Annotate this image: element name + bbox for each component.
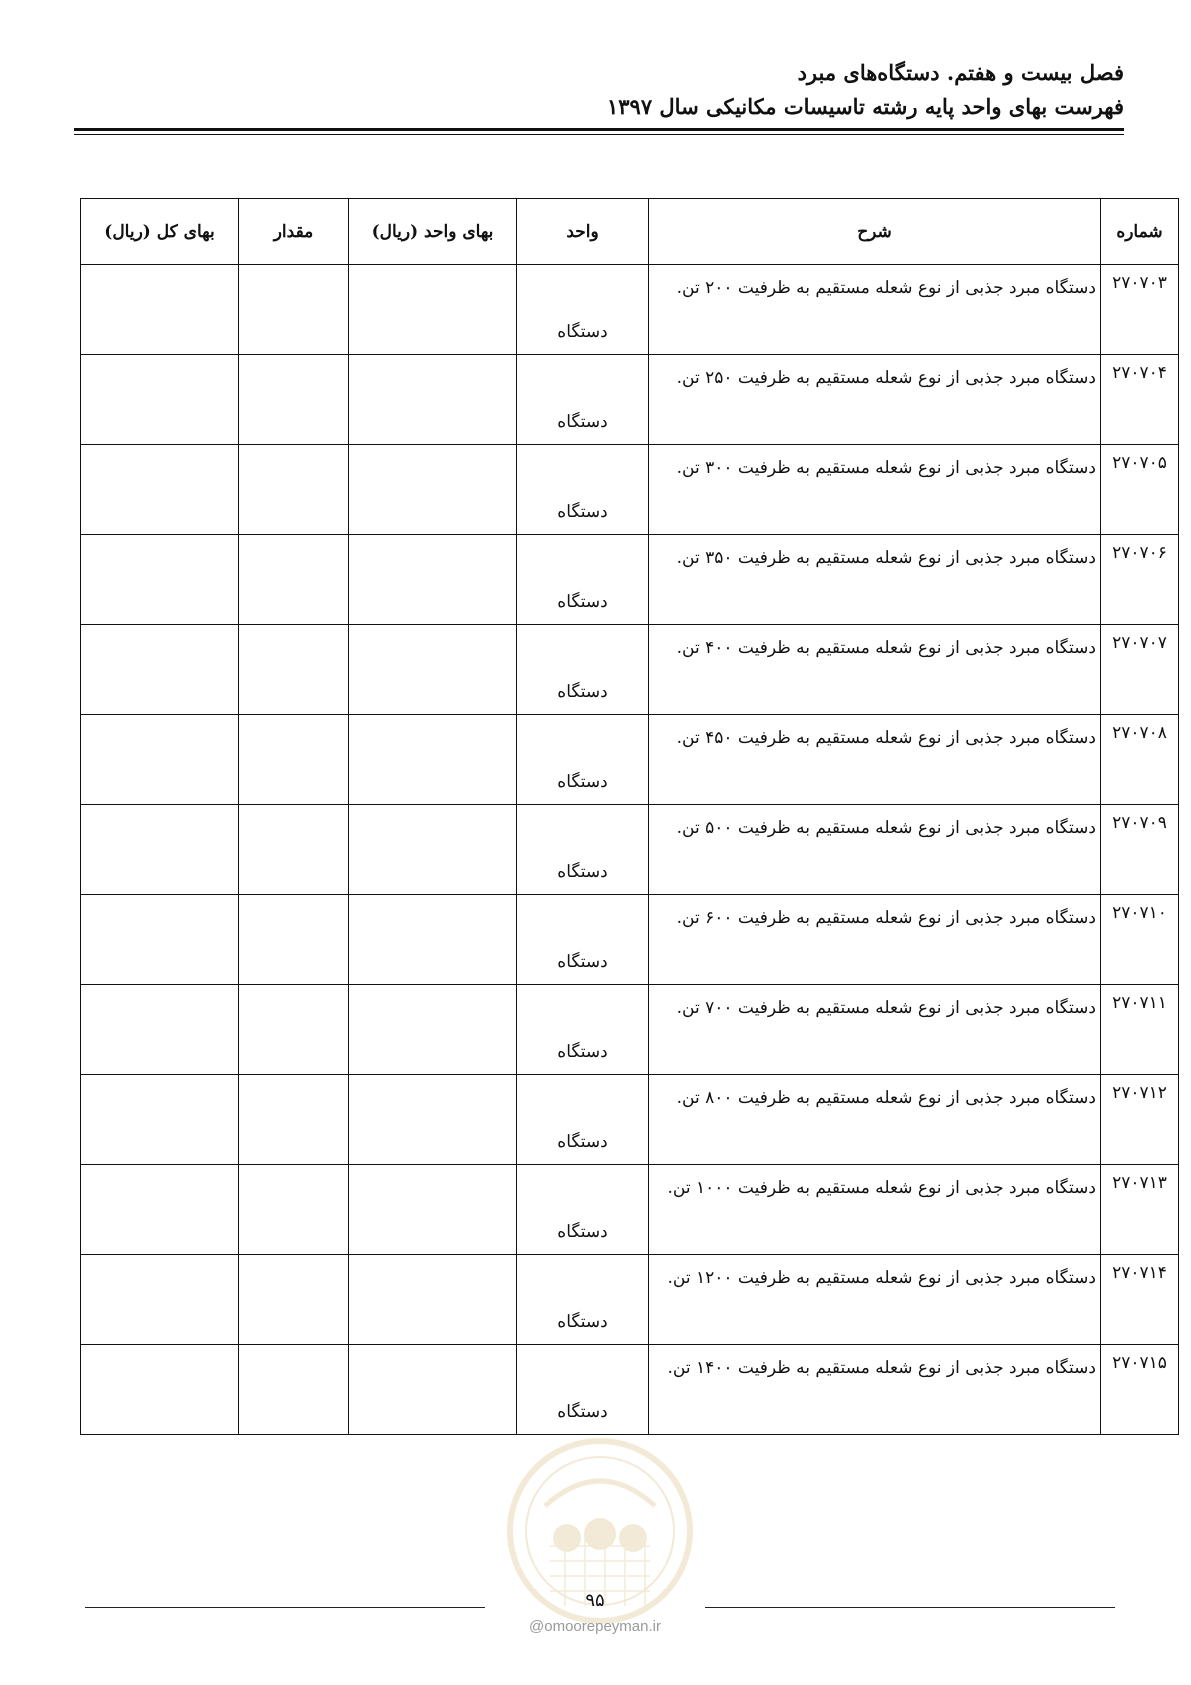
item-description: دستگاه مبرد جذبی از نوع شعله مستقیم به ظرفیت ۲۰۰ تن. — [649, 265, 1101, 355]
item-unit: دستگاه — [517, 1255, 649, 1345]
item-code: ۲۷۰۷۱۵ — [1101, 1345, 1179, 1435]
item-total-price — [81, 805, 239, 895]
header-rule-thin — [74, 134, 1124, 135]
item-unit: دستگاه — [517, 355, 649, 445]
item-description: دستگاه مبرد جذبی از نوع شعله مستقیم به ظرفیت ۵۰۰ تن. — [649, 805, 1101, 895]
table-row — [81, 985, 1179, 1075]
item-quantity — [239, 1075, 349, 1165]
item-description: دستگاه مبرد جذبی از نوع شعله مستقیم به ظرفیت ۱۰۰۰ تن. — [649, 1165, 1101, 1255]
column-header-unit: واحد — [517, 199, 649, 265]
item-description: دستگاه مبرد جذبی از نوع شعله مستقیم به ظرفیت ۲۵۰ تن. — [649, 355, 1101, 445]
chapter-title: فصل بیست و هفتم. دستگاه‌های مبرد — [797, 60, 1124, 85]
item-description: دستگاه مبرد جذبی از نوع شعله مستقیم به ظرفیت ۳۵۰ تن. — [649, 535, 1101, 625]
table-row — [81, 805, 1179, 895]
table-row — [81, 265, 1179, 355]
item-unit-price — [349, 535, 517, 625]
item-unit-price — [349, 355, 517, 445]
item-description: دستگاه مبرد جذبی از نوع شعله مستقیم به ظرفیت ۱۲۰۰ تن. — [649, 1255, 1101, 1345]
item-description: دستگاه مبرد جذبی از نوع شعله مستقیم به ظرفیت ۷۰۰ تن. — [649, 985, 1101, 1075]
item-code: ۲۷۰۷۰۴ — [1101, 355, 1179, 445]
item-total-price — [81, 625, 239, 715]
item-code: ۲۷۰۷۱۴ — [1101, 1255, 1179, 1345]
table-row — [81, 715, 1179, 805]
item-unit: دستگاه — [517, 445, 649, 535]
item-unit: دستگاه — [517, 625, 649, 715]
table-row — [81, 355, 1179, 445]
item-unit: دستگاه — [517, 895, 649, 985]
column-header-quantity: مقدار — [239, 199, 349, 265]
item-unit: دستگاه — [517, 1075, 649, 1165]
item-unit-price — [349, 715, 517, 805]
item-unit-price — [349, 1165, 517, 1255]
item-description: دستگاه مبرد جذبی از نوع شعله مستقیم به ظرفیت ۶۰۰ تن. — [649, 895, 1101, 985]
item-description: دستگاه مبرد جذبی از نوع شعله مستقیم به ظرفیت ۴۵۰ تن. — [649, 715, 1101, 805]
item-unit-price — [349, 625, 517, 715]
item-description: دستگاه مبرد جذبی از نوع شعله مستقیم به ظرفیت ۳۰۰ تن. — [649, 445, 1101, 535]
table-row — [81, 1345, 1179, 1435]
item-description: دستگاه مبرد جذبی از نوع شعله مستقیم به ظرفیت ۴۰۰ تن. — [649, 625, 1101, 715]
item-total-price — [81, 355, 239, 445]
item-code: ۲۷۰۷۱۰ — [1101, 895, 1179, 985]
item-total-price — [81, 445, 239, 535]
item-code: ۲۷۰۷۱۱ — [1101, 985, 1179, 1075]
item-quantity — [239, 265, 349, 355]
item-unit-price — [349, 1255, 517, 1345]
item-code: ۲۷۰۷۰۷ — [1101, 625, 1179, 715]
column-header-unit-price: بهای واحد (ریال) — [349, 199, 517, 265]
footer-rule-left — [85, 1607, 485, 1608]
table-row — [81, 895, 1179, 985]
column-header-total-price: بهای کل (ریال) — [81, 199, 239, 265]
page-header — [74, 56, 1124, 124]
item-unit-price — [349, 445, 517, 535]
footer-rule-right — [705, 1607, 1115, 1608]
item-quantity — [239, 445, 349, 535]
table-row — [81, 1075, 1179, 1165]
page-number: ۹۵ — [585, 1590, 605, 1611]
item-code: ۲۷۰۷۰۵ — [1101, 445, 1179, 535]
item-quantity — [239, 1255, 349, 1345]
website-watermark: @omoorepeyman.ir — [529, 1618, 661, 1635]
item-code: ۲۷۰۷۰۶ — [1101, 535, 1179, 625]
item-quantity — [239, 355, 349, 445]
item-quantity — [239, 895, 349, 985]
item-total-price — [81, 535, 239, 625]
table-row — [81, 445, 1179, 535]
item-total-price — [81, 265, 239, 355]
column-header-description: شرح — [649, 199, 1101, 265]
item-total-price — [81, 1255, 239, 1345]
item-total-price — [81, 1165, 239, 1255]
item-quantity — [239, 535, 349, 625]
item-quantity — [239, 1345, 349, 1435]
item-unit: دستگاه — [517, 265, 649, 355]
item-total-price — [81, 1345, 239, 1435]
item-description: دستگاه مبرد جذبی از نوع شعله مستقیم به ظرفیت ۱۴۰۰ تن. — [649, 1345, 1101, 1435]
item-quantity — [239, 985, 349, 1075]
table-row — [81, 1255, 1179, 1345]
item-code: ۲۷۰۷۰۸ — [1101, 715, 1179, 805]
item-unit-price — [349, 985, 517, 1075]
table-header-row — [81, 199, 1179, 265]
item-unit: دستگاه — [517, 985, 649, 1075]
price-table — [80, 198, 1179, 1435]
item-total-price — [81, 985, 239, 1075]
item-code: ۲۷۰۷۱۳ — [1101, 1165, 1179, 1255]
item-unit: دستگاه — [517, 715, 649, 805]
table-row — [81, 1165, 1179, 1255]
item-code: ۲۷۰۷۰۳ — [1101, 265, 1179, 355]
item-code: ۲۷۰۷۰۹ — [1101, 805, 1179, 895]
table-row — [81, 625, 1179, 715]
item-quantity — [239, 805, 349, 895]
column-header-code: شماره — [1101, 199, 1179, 265]
header-rule-thick — [74, 128, 1124, 131]
item-unit: دستگاه — [517, 535, 649, 625]
item-total-price — [81, 1075, 239, 1165]
document-subtitle: فهرست بهای واحد پایه رشته تاسیسات مکانیکی سال ۱۳۹۷ — [606, 94, 1124, 119]
item-description: دستگاه مبرد جذبی از نوع شعله مستقیم به ظرفیت ۸۰۰ تن. — [649, 1075, 1101, 1165]
item-quantity — [239, 625, 349, 715]
item-quantity — [239, 1165, 349, 1255]
item-quantity — [239, 715, 349, 805]
table-row — [81, 535, 1179, 625]
item-unit: دستگاه — [517, 1345, 649, 1435]
item-code: ۲۷۰۷۱۲ — [1101, 1075, 1179, 1165]
item-unit: دستگاه — [517, 1165, 649, 1255]
item-unit: دستگاه — [517, 805, 649, 895]
item-unit-price — [349, 895, 517, 985]
item-unit-price — [349, 1345, 517, 1435]
item-total-price — [81, 715, 239, 805]
item-unit-price — [349, 265, 517, 355]
item-unit-price — [349, 1075, 517, 1165]
item-total-price — [81, 895, 239, 985]
item-unit-price — [349, 805, 517, 895]
